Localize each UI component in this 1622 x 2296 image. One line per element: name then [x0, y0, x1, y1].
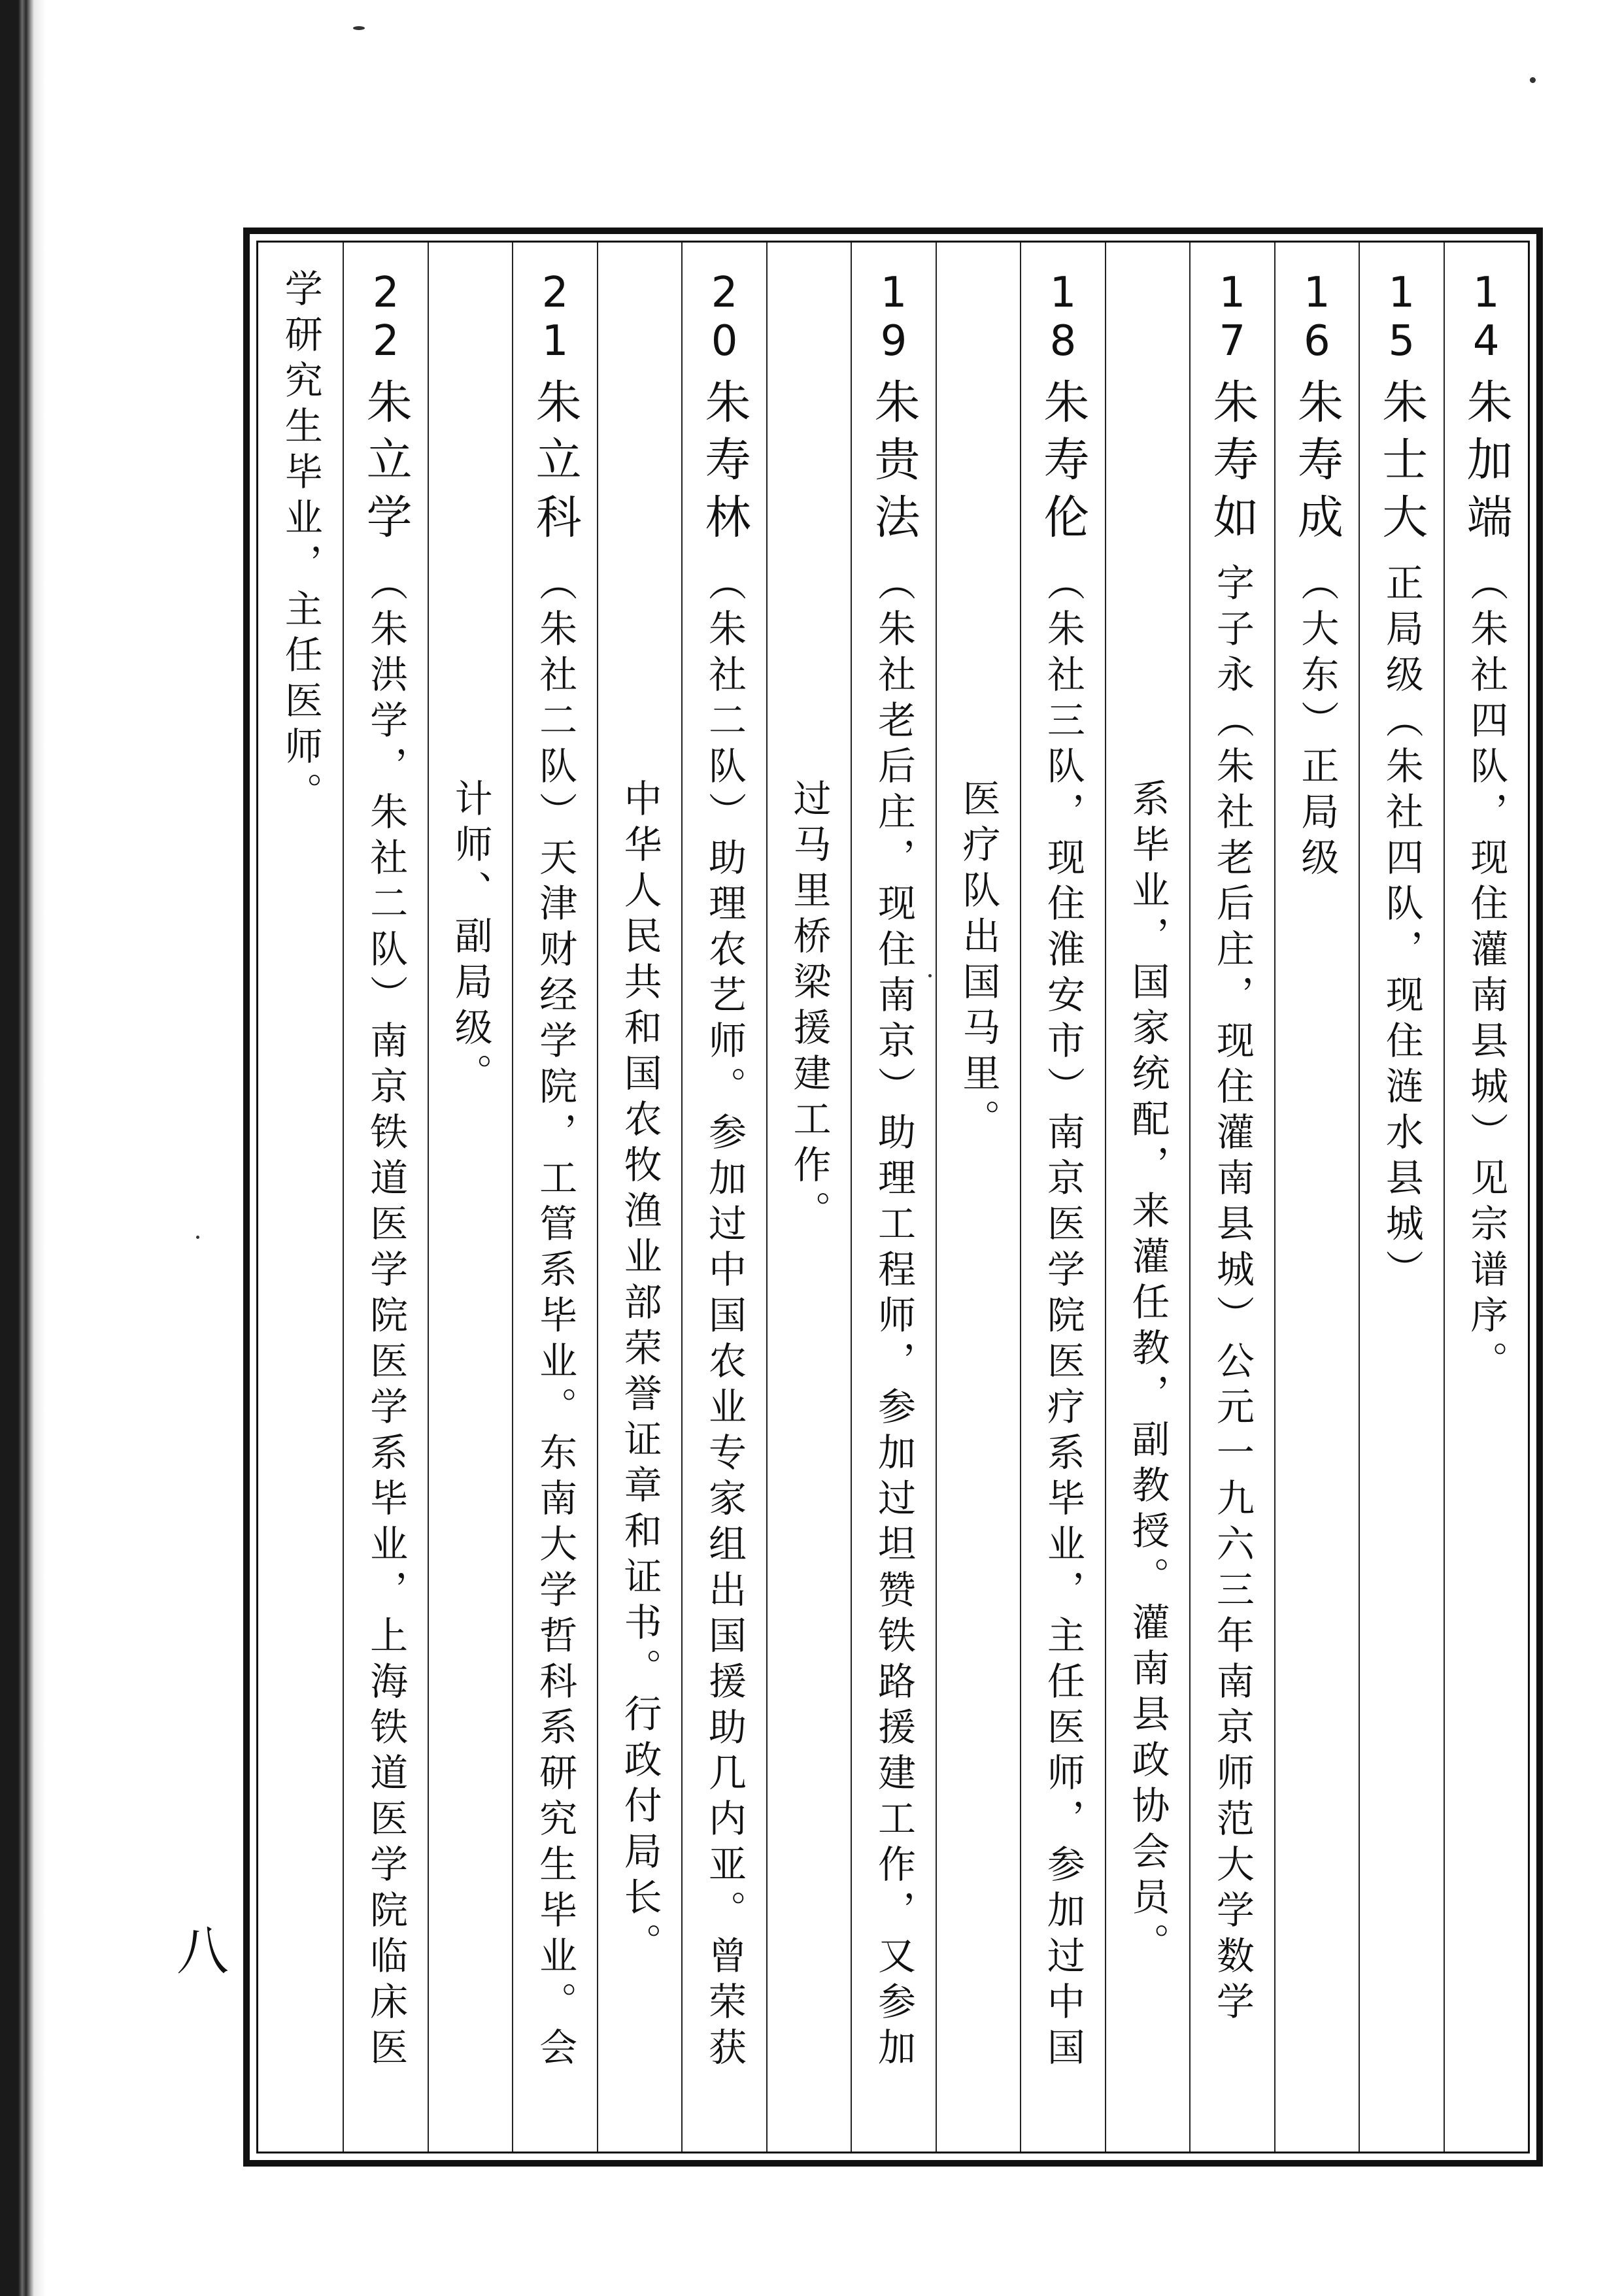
entry-text: （朱社四队，现住灌南县城）见宗谱序。: [1464, 563, 1509, 1387]
entry-line: [698, 269, 752, 2073]
entry-text: 学研究生毕业，主任医师。: [278, 269, 323, 818]
entry-column: [851, 243, 935, 2152]
continuation-line: [278, 269, 323, 818]
entry-line: [1205, 269, 1259, 2027]
entry-line: [1290, 269, 1344, 883]
entry-line: [1459, 269, 1513, 1387]
continuation-column: [597, 243, 681, 2152]
entry-name: 朱寿成: [1290, 378, 1344, 550]
entry-number: 20: [700, 269, 749, 365]
page-border: [243, 228, 1543, 2167]
entry-line: [866, 269, 921, 2073]
genealogy-columns: [258, 243, 1528, 2152]
scan-speck: [1530, 77, 1536, 83]
continuation-column: [936, 243, 1020, 2152]
continuation-line: [617, 779, 662, 1968]
entry-text: 正局级（朱社四队，现住涟水县城）: [1379, 563, 1424, 1295]
entry-name: 朱加端: [1459, 378, 1513, 550]
entry-number: 21: [531, 269, 580, 365]
entry-text: （朱社二队）助理农艺师。参加过中国农业专家组出国援助几内亚。曾荣获: [702, 563, 747, 2073]
entry-name: 朱立科: [528, 378, 583, 550]
continuation-line: [448, 779, 493, 1099]
scan-speck: [196, 1236, 199, 1239]
entry-text: 中华人民共和国农牧渔业部荣誉证章和证书。行政付局长。: [617, 779, 662, 1968]
continuation-column: [1105, 243, 1189, 2152]
binding-edge: [0, 0, 46, 2296]
entry-name: 朱寿如: [1205, 378, 1259, 550]
entry-column: [1274, 243, 1359, 2152]
entry-text: 计师、副局级。: [448, 779, 493, 1099]
entry-name: 朱士大: [1374, 378, 1428, 550]
entry-name: 朱寿林: [698, 378, 752, 550]
entry-text: （朱社老后庄，现住南京）助理工程师，参加过坦赞铁路援建工作，又参加: [871, 563, 916, 2073]
entry-line: [1036, 269, 1090, 2073]
entry-name: 朱寿伦: [1036, 378, 1090, 550]
continuation-column: [258, 243, 343, 2152]
entry-text: （朱洪学，朱社二队）南京铁道医学院医学系毕业，上海铁道医学院临床医: [363, 563, 409, 2073]
entry-line: [359, 269, 413, 2073]
entry-number: 17: [1208, 269, 1257, 365]
entry-text: （朱社三队，现住淮安市）南京医学院医疗系毕业，主任医师，参加过中国: [1040, 563, 1085, 2073]
entry-text: （朱社二队）天津财经学院，工管系毕业。东南大学哲科系研究生毕业。会: [533, 563, 578, 2073]
entry-text: （大东）正局级: [1294, 563, 1340, 883]
entry-text: 过马里桥梁援建工作。: [786, 779, 832, 1236]
continuation-line: [1125, 779, 1170, 1968]
entry-number: 19: [869, 269, 918, 365]
entry-column: [1444, 243, 1528, 2152]
entry-column: [1020, 243, 1104, 2152]
continuation-line: [956, 779, 1001, 1145]
entry-text: 医疗队出国马里。: [956, 779, 1001, 1145]
entry-number: 22: [362, 269, 411, 365]
entry-text: 系毕业，国家统配，来灌任教，副教授。灌南县政协会员。: [1125, 779, 1170, 1968]
entry-column: [512, 243, 596, 2152]
entry-number: 14: [1462, 269, 1511, 365]
page-number: 八: [177, 1921, 229, 1982]
continuation-line: [786, 779, 832, 1236]
entry-line: [528, 269, 583, 2073]
entry-column: [343, 243, 427, 2152]
entry-text: 字子永（朱社老后庄，现住灌南县城）公元一九六三年南京师范大学数学: [1209, 563, 1255, 2027]
continuation-column: [766, 243, 851, 2152]
scan-speck: [353, 26, 365, 30]
entry-column: [1359, 243, 1443, 2152]
entry-number: 15: [1377, 269, 1426, 365]
entry-number: 16: [1293, 269, 1342, 365]
entry-name: 朱贵法: [866, 378, 921, 550]
entry-line: [1374, 269, 1428, 1295]
continuation-column: [428, 243, 512, 2152]
page-border-inner: [256, 241, 1530, 2153]
entry-number: 18: [1038, 269, 1087, 365]
entry-column: [1189, 243, 1274, 2152]
entry-column: [681, 243, 766, 2152]
entry-name: 朱立学: [359, 378, 413, 550]
